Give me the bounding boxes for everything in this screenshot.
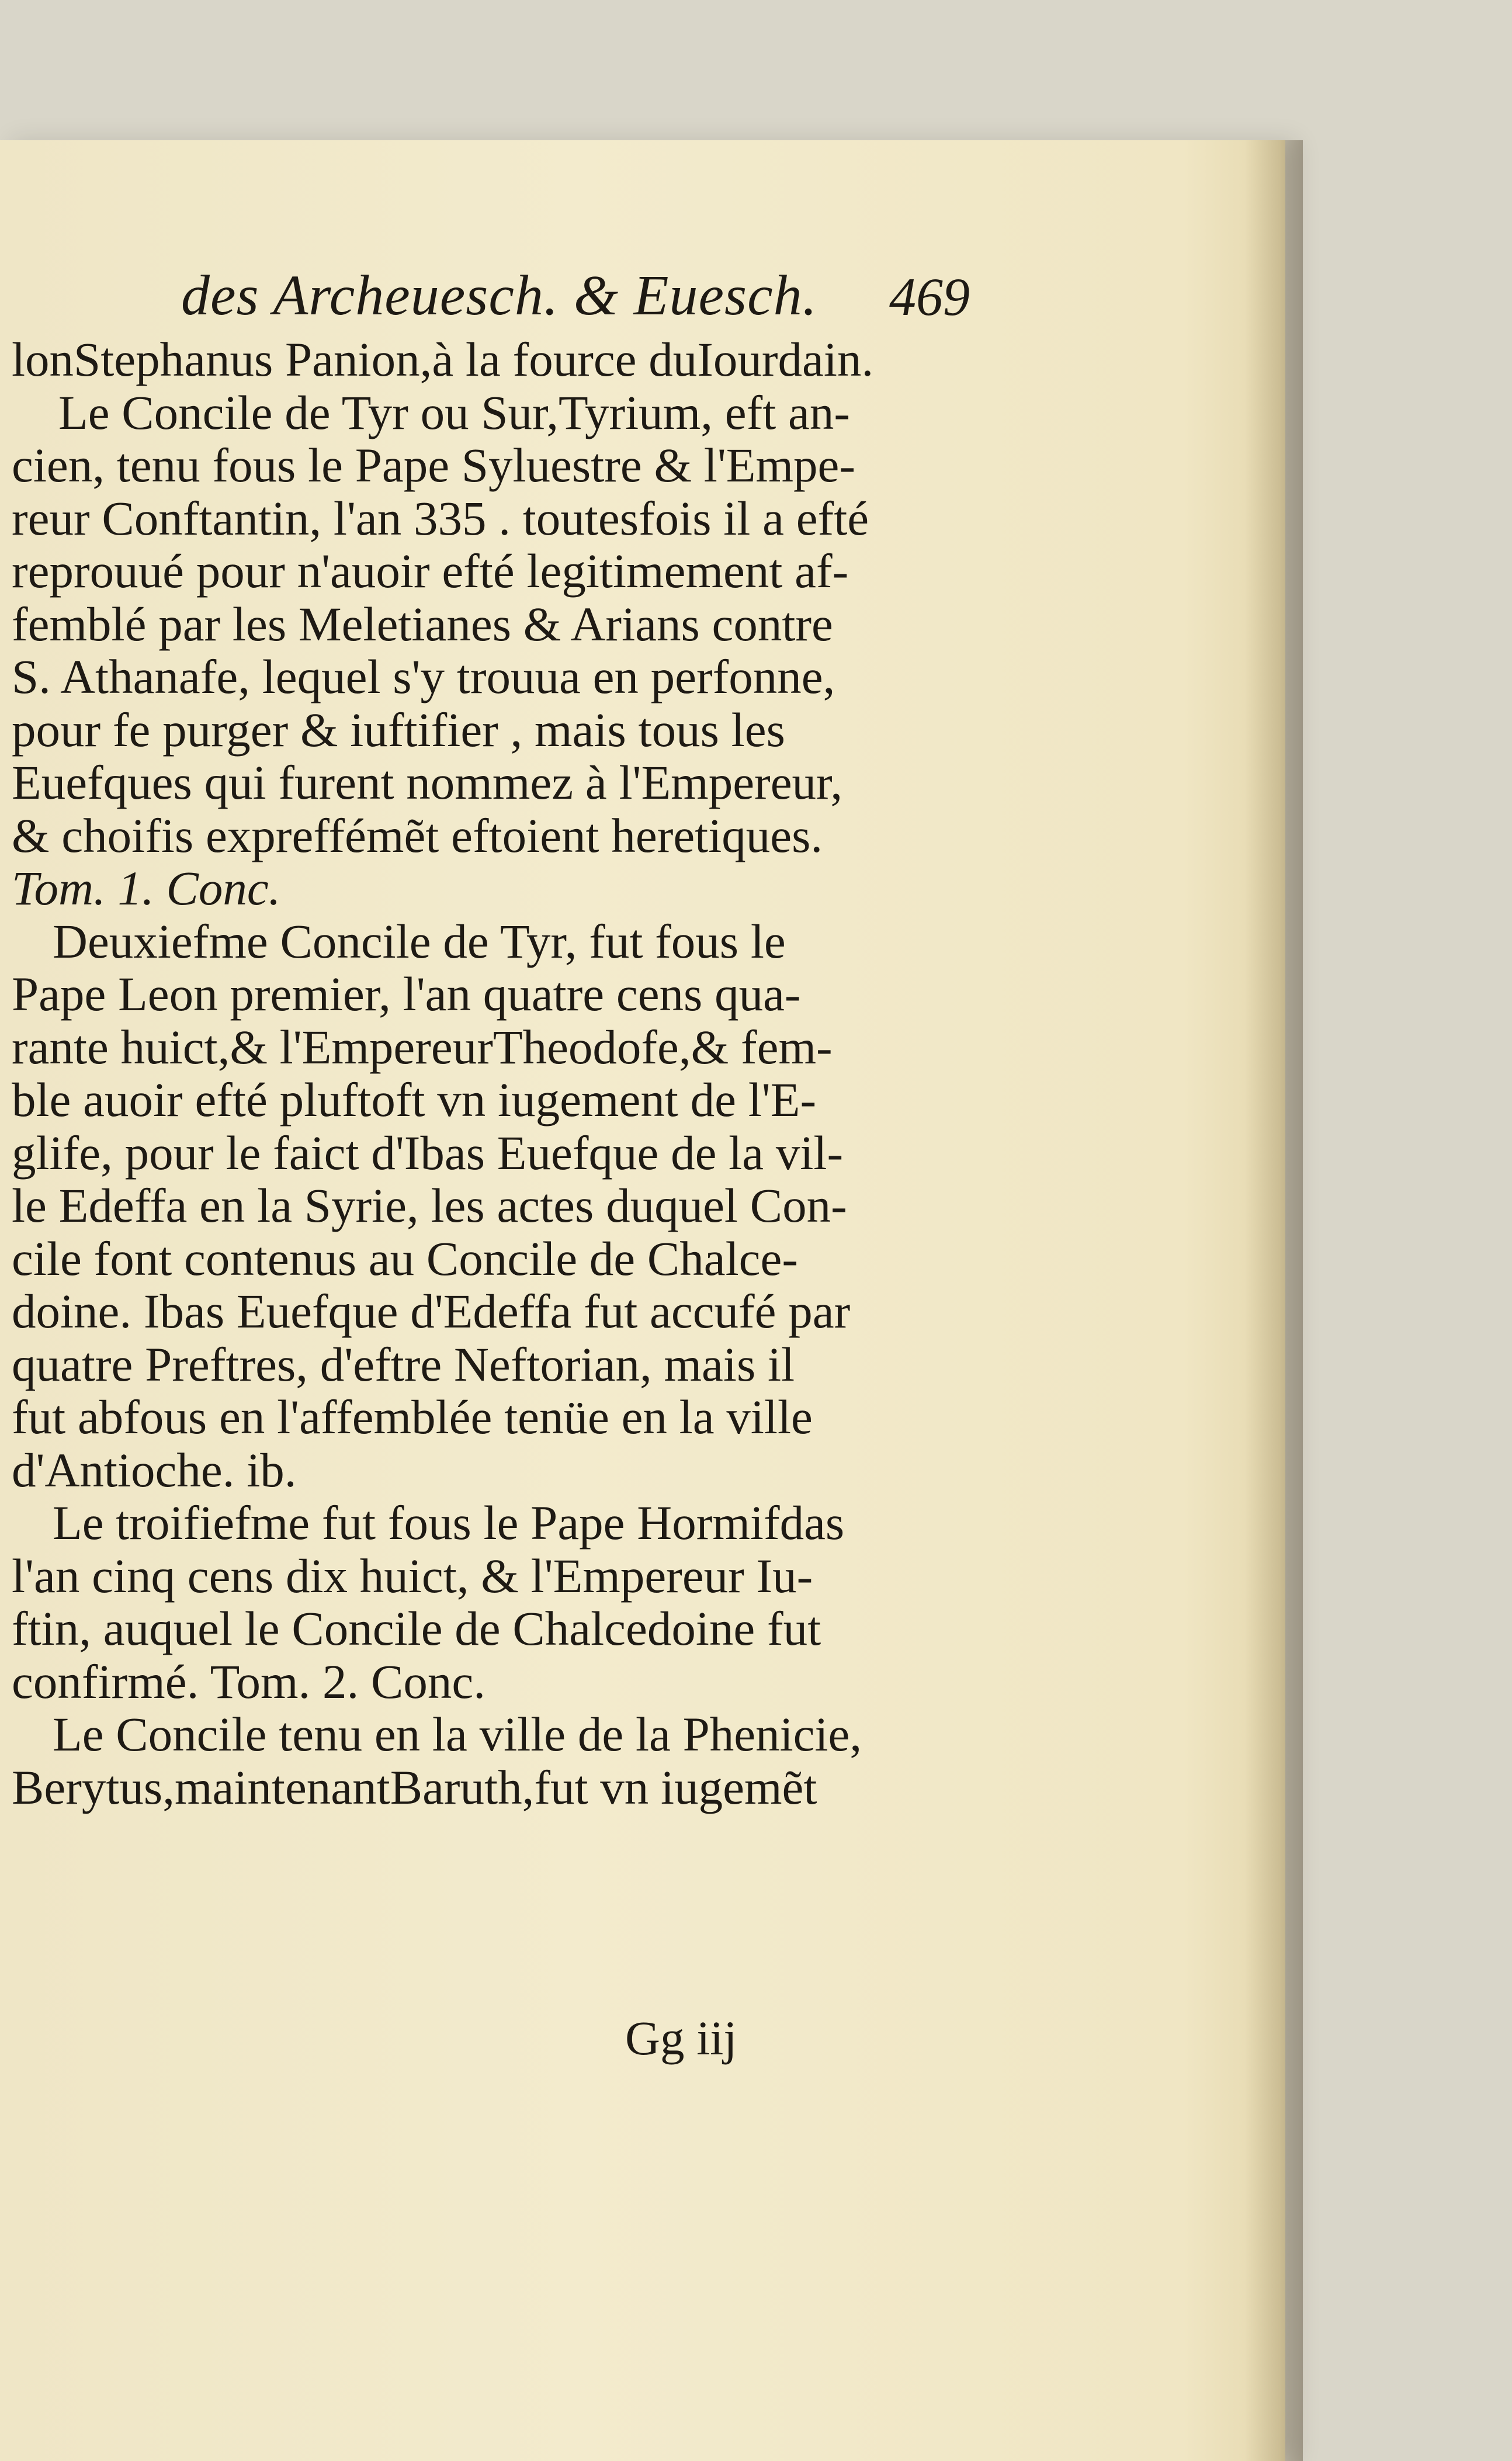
text-line: Deuxiefme Concile de Tyr, fut fous le xyxy=(53,914,786,968)
running-title: des Archeuesch. & Euesch. xyxy=(181,264,818,327)
text-line: S. Athanafe, lequel s'y trouua en perfonne, xyxy=(12,650,835,703)
text-line: pour fe purger & iuftifier , mais tous les xyxy=(12,702,785,757)
text-line: Le troifiefme fut fous le Pape Hormifdas xyxy=(53,1496,845,1550)
page-edge-shadow xyxy=(1244,140,1303,2461)
text-line: Euefques qui furent nommez à l'Empereur, xyxy=(12,755,843,809)
text-line: l'an cinq cens dix huict, & l'Empereur Iu- xyxy=(12,1548,813,1603)
text-line: rante huict,& l'EmpereurTheodofe,& fem- xyxy=(12,1020,833,1074)
text-line: Berytus,maintenantBaruth,fut vn iugemẽt xyxy=(12,1760,817,1814)
text-line: confirmé. Tom. 2. Conc. xyxy=(12,1654,485,1708)
text-line: reprouué pour n'auoir efté legitimement af- xyxy=(12,544,849,598)
text-line: ble auoir efté pluftoft vn iugement de l'E- xyxy=(12,1073,817,1126)
text-line: cile font contenus au Concile de Chalce- xyxy=(12,1231,798,1285)
text-line: le Edeffa en la Syrie, les actes duquel Con- xyxy=(12,1178,847,1232)
text-line: quatre Preftres, d'eftre Neftorian, mais il xyxy=(12,1337,795,1391)
text-line: ftin, auquel le Concile de Chalcedoine fut xyxy=(12,1602,821,1655)
text-line: d'Antioche. ib. xyxy=(12,1443,297,1497)
text-line: fut abfous en l'affemblée tenüe en la ville xyxy=(12,1390,813,1444)
catchword-signature: Gg iij xyxy=(625,2011,737,2065)
page-number: 469 xyxy=(889,267,970,327)
page-header xyxy=(181,263,976,333)
text-line: Tom. 1. Conc. xyxy=(12,861,281,915)
text-line: glife, pour le faict d'Ibas Euefque de la vil- xyxy=(12,1125,844,1180)
text-line: cien, tenu fous le Pape Syluestre & l'Empe- xyxy=(12,438,856,492)
text-line: & choifis expreffémẽt eftoient heretiques. xyxy=(12,808,823,862)
text-line: femblé par les Meletianes & Arians contre xyxy=(12,597,833,651)
text-line: reur Conftantin, l'an 335 . toutesfois il a efté xyxy=(12,491,869,545)
body-text xyxy=(12,333,993,1814)
text-line: Pape Leon premier, l'an quatre cens qua- xyxy=(12,967,801,1021)
text-line: Le Concile de Tyr ou Sur,Tyrium, eft an- xyxy=(58,385,850,439)
text-line: Le Concile tenu en la ville de la Phenicie, xyxy=(53,1707,862,1761)
text-line: lonStephanus Panion,à la fource duIourdain. xyxy=(12,332,874,386)
text-line: doine. Ibas Euefque d'Edeffa fut accufé par xyxy=(12,1284,851,1338)
